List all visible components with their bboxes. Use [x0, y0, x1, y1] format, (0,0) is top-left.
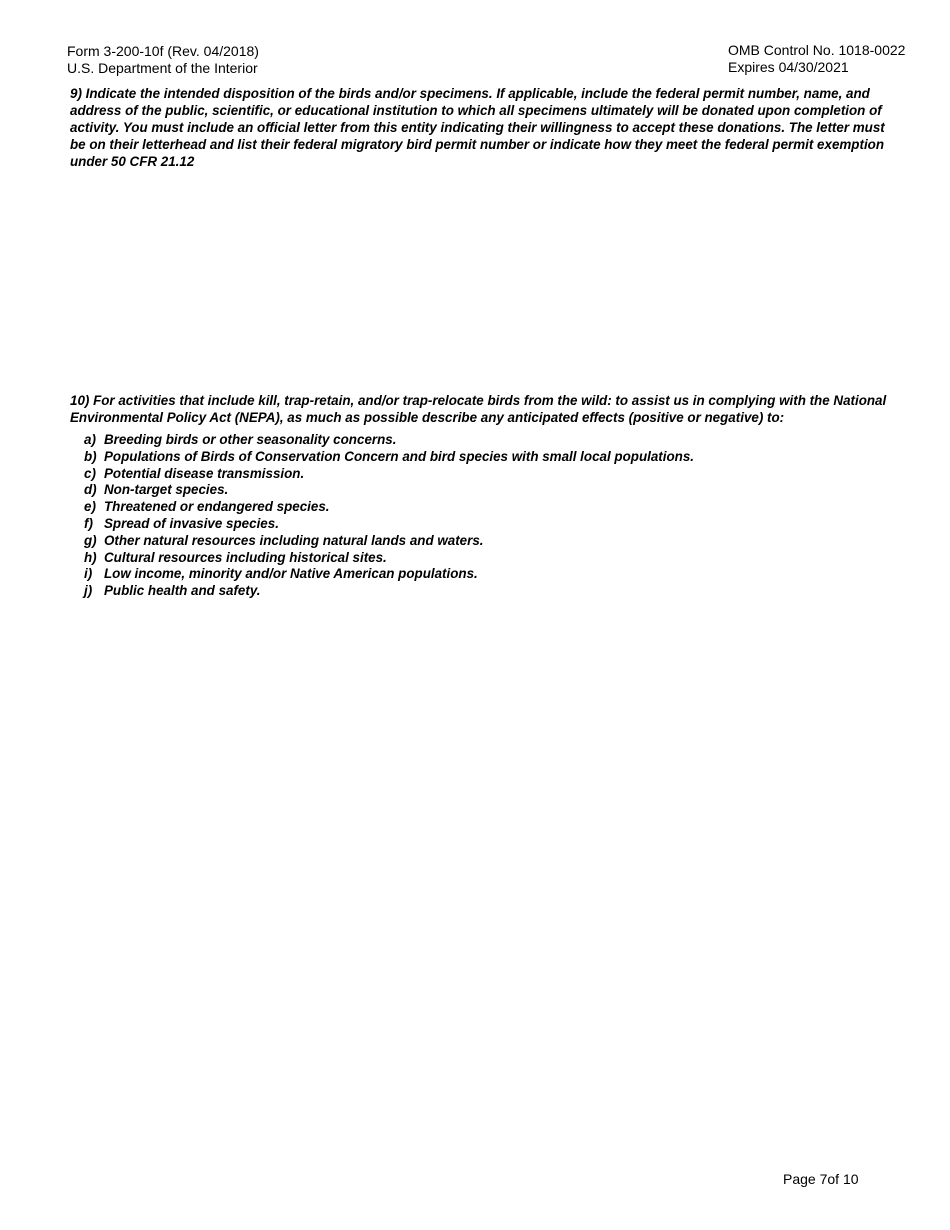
list-item: g) Other natural resources including natural lands and waters.: [84, 532, 484, 548]
form-header-right: [728, 42, 905, 76]
question-10-text: 10) For activities that include kill, trap-retain, and/or trap-relocate birds from the wild: to assist us in complying with the National Environmental Policy Act (NEPA), as much as possible describe any anticipated effects (positive or negative) to:: [70, 393, 887, 425]
list-item: b) Populations of Birds of Conservation Concern and bird species with small local populations.: [84, 448, 695, 464]
form-number: Form 3-200-10f (Rev. 04/2018): [67, 43, 259, 59]
expiration-date: Expires 04/30/2021: [728, 59, 849, 75]
question-9-text: 9) Indicate the intended disposition of the birds and/or specimens. If applicable, include the federal permit number, name, and address of the public, scientific, or educational institution to which all specimens ultimately will be donated upon completion of activity. You must include an official letter from this entity indicating their willingness to accept these donations. The letter must be on their letterhead and list their federal migratory bird permit number or indicate how they meet the federal permit exemption under 50 CFR 21.12: [70, 86, 885, 169]
omb-control-number: OMB Control No. 1018-0022: [728, 42, 906, 58]
list-item: e) Threatened or endangered species.: [84, 499, 330, 515]
question-10-effects-list: [84, 432, 694, 600]
list-item: j) Public health and safety.: [84, 583, 261, 599]
department-name: U.S. Department of the Interior: [67, 60, 258, 76]
page-number: Page 7of 10: [783, 1171, 859, 1187]
list-item: d) Non-target species.: [84, 482, 229, 498]
list-item: i) Low income, minority and/or Native American populations.: [84, 566, 478, 582]
list-item: f) Spread of invasive species.: [84, 515, 279, 531]
list-item: c) Potential disease transmission.: [84, 465, 305, 481]
form-header-left: [67, 43, 259, 77]
list-item: h) Cultural resources including historical sites.: [84, 549, 387, 565]
list-item: a) Breeding birds or other seasonality concerns.: [84, 432, 397, 447]
